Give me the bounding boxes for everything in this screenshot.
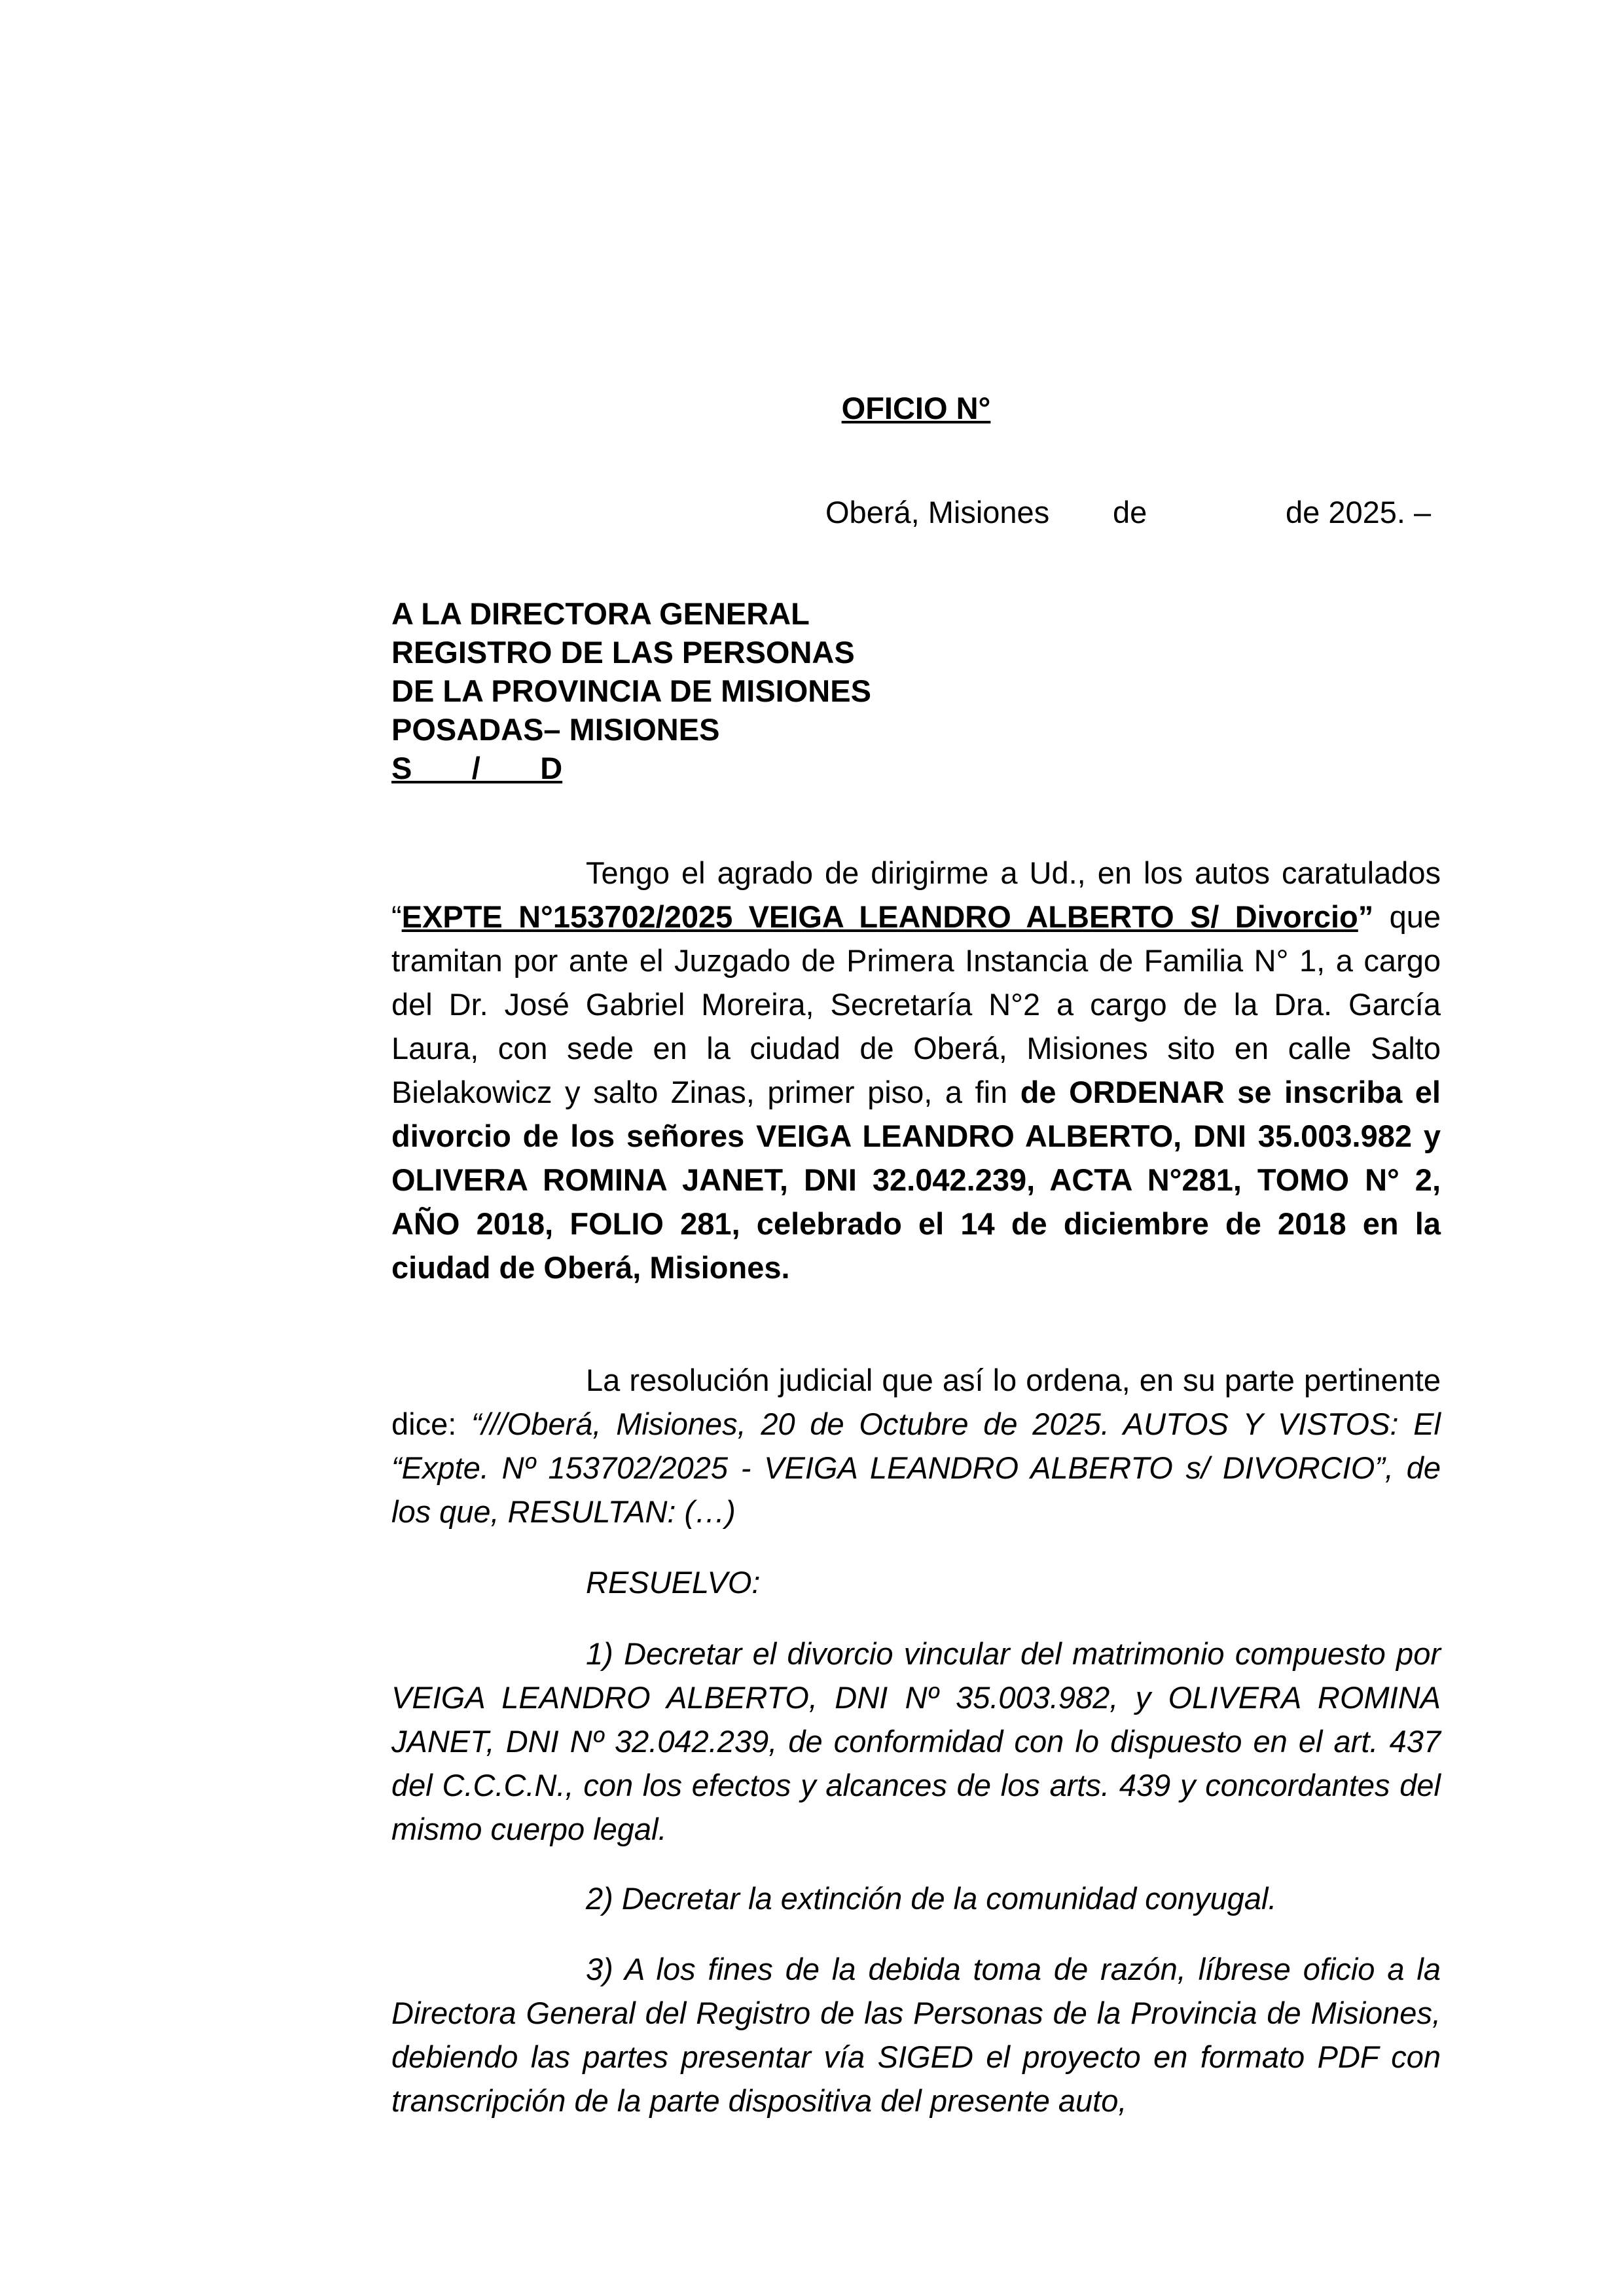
paragraph-intro — [391, 851, 1441, 1289]
quote-close: ” — [1358, 899, 1374, 934]
order-text: de ORDENAR se inscriba el divorcio de los señores VEIGA LEANDRO ALBERTO, DNI 35.003.982 y OLIVERA ROMINA JANET, DNI 32.042.239, ACTA N°281, TOMO N° 2, AÑO 2018, FOLIO 281, celebrado el 14 de diciembre de 2018 en la ciudad de Oberá, Misiones. — [391, 1075, 1441, 1285]
document-title — [0, 390, 1624, 426]
sd-line: S / D — [391, 751, 563, 785]
oficio-title: OFICIO N° — [841, 391, 991, 425]
addressee-line: POSADAS– MISIONES — [391, 712, 720, 747]
quoted-resolution: “///Oberá, Misiones, 20 de Octubre de 2025. AUTOS Y VISTOS: El “Expte. Nº 153702/2025 - VEIGA LEANDRO ALBERTO s/ DIVORCIO”, de los que, RESULTAN: (…) — [391, 1407, 1441, 1529]
paragraph-resolution — [391, 1358, 1441, 1534]
text: La resolución judicial que así lo ordena, en su parte pertinente dice: — [391, 1363, 1441, 1441]
case-title: EXPTE N°153702/2025 VEIGA LEANDRO ALBERTO S/ Divorcio — [401, 899, 1358, 934]
addressee-block — [391, 594, 1441, 787]
resuelvo-heading: RESUELVO: — [586, 1565, 761, 1600]
text: Tengo el agrado de dirigirme a Ud., en los autos caratulados “ — [391, 855, 1441, 934]
resolution-item-2: 2) Decretar la extinción de la comunidad conyugal. — [586, 1881, 1277, 1916]
addressee-line: A LA DIRECTORA GENERAL — [391, 596, 810, 631]
resolution-item-3: 3) A los fines de la debida toma de razón, líbrese oficio a la Directora General del Registro de las Personas de la Provincia de Misiones, debiendo las partes presentar vía SIGED el proyecto en formato PDF con transcripción de la parte dispositiva del presente auto, — [391, 1952, 1441, 2118]
date-year: de 2025. – — [1286, 495, 1432, 529]
addressee-line: REGISTRO DE LAS PERSONAS — [391, 635, 855, 670]
date-place: Oberá, Misiones — [825, 495, 1050, 529]
text: que tramitan por ante el Juzgado de Primera Instancia de Familia N° 1, a cargo del Dr. José Gabriel Moreira, Secretaría N°2 a cargo de la Dra. García Laura, con sede en la ciudad de Oberá, Misiones sito en calle Salto Bielakowicz y salto Zinas, primer piso, a fin — [391, 899, 1441, 1109]
addressee-line: DE LA PROVINCIA DE MISIONES — [391, 673, 871, 708]
resolution-item-1: 1) Decretar el divorcio vincular del matrimonio compuesto por VEIGA LEANDRO ALBERTO, DNI Nº 35.003.982, y OLIVERA ROMINA JANET, DNI Nº 32.042.239, de conformidad con lo dispuesto en el art. 437 del C.C.C.N., con los efectos y alcances de los arts. 439 y concordantes del mismo cuerpo legal. — [391, 1636, 1441, 1846]
date-de: de — [1113, 495, 1147, 529]
